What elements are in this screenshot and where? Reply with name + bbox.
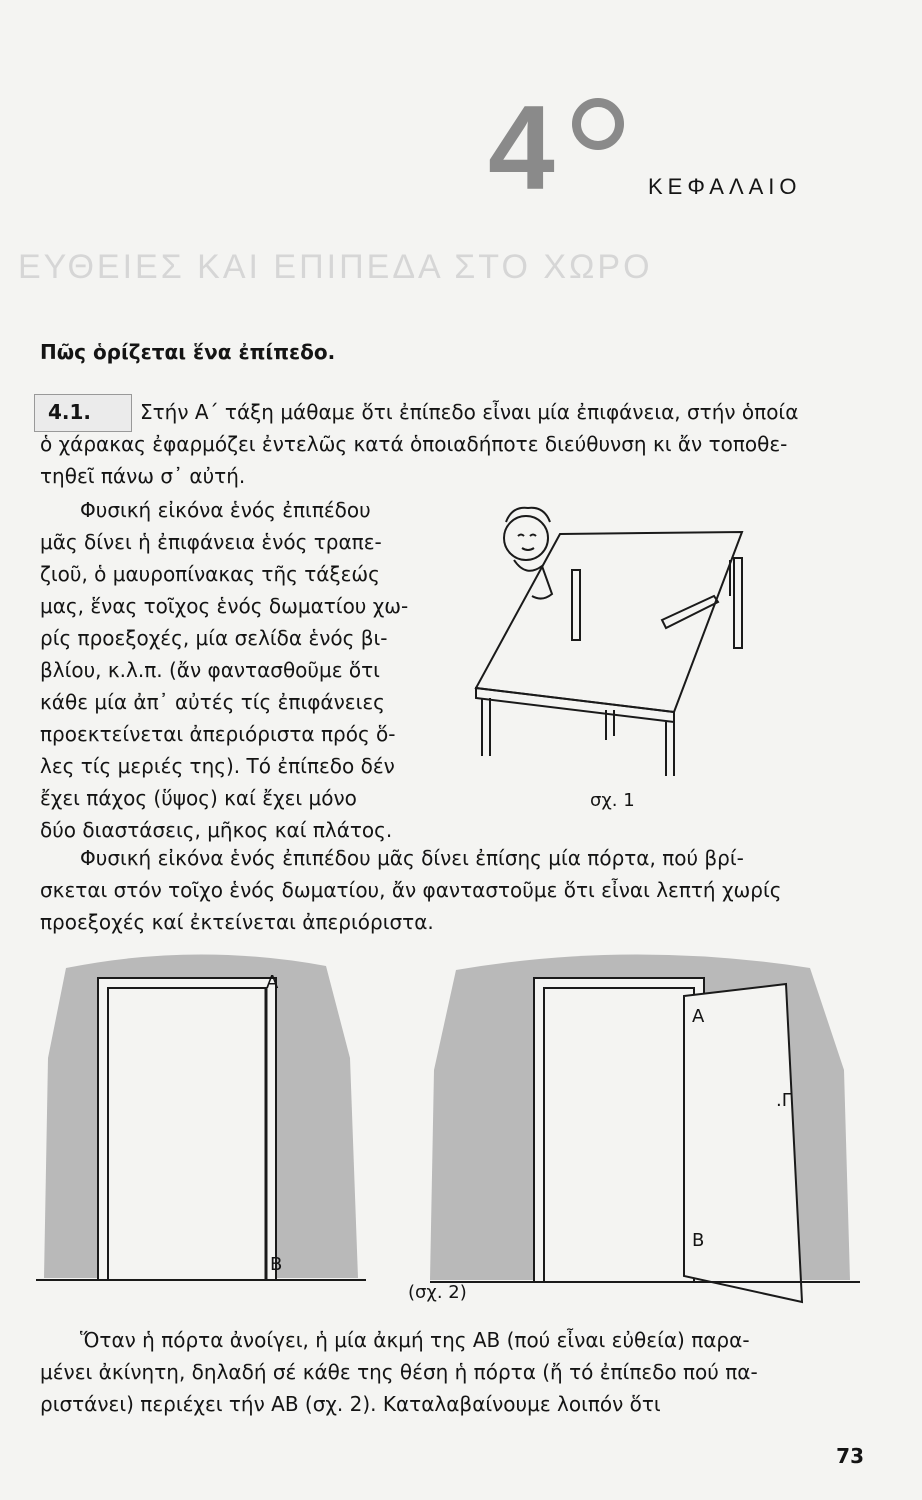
section-heading: Πῶς ὁρίζεται ἕνα ἐπίπεδο. (40, 340, 336, 364)
section-line-3: τηθεῖ πάνω σ᾽ αὐτή. (40, 464, 246, 488)
figure-2-closed-door (36, 948, 366, 1288)
para2-line: βλίου, κ.λ.π. (ἄν φαντασθοῦμε ὅτι (40, 658, 380, 682)
para3-line: σκεται στόν τοῖχο ἑνός δωματίου, ἄν φανταστοῦμε ὅτι εἶναι λεπτή χωρίς (40, 878, 782, 902)
para4-line: ριστάνει) περιέχει τήν ΑΒ (σχ. 2). Καταλαβαίνουμε λοιπόν ὅτι (40, 1392, 661, 1416)
para2-line: ζιοῦ, ὁ μαυροπίνακας τῆς τάξεώς (40, 562, 380, 586)
bleed-through-title: ΕΥΘΕΙΕΣ ΚΑΙ ΕΠΙΠΕΔΑ ΣΤΟ ΧΩΡΟ (18, 248, 653, 286)
fig2-left-label-a: Α (266, 972, 279, 993)
para2-line: ρίς προεξοχές, μία σελίδα ἑνός βι- (40, 626, 388, 650)
para3-line: προεξοχές καί ἐκτείνεται ἀπεριόριστα. (40, 910, 434, 934)
para2-line: προεκτείνεται ἀπεριόριστα πρός ὅ- (40, 722, 396, 746)
para2-line: ἔχει πάχος (ὕψος) καί ἔχει μόνο (40, 786, 357, 810)
figure-2-caption: (σχ. 2) (408, 1282, 467, 1303)
para2-line: Φυσική εἰκόνα ἑνός ἐπιπέδου (80, 498, 371, 522)
chapter-number: 4 (488, 81, 555, 215)
fig2-point-label: .Γ (776, 1090, 792, 1111)
fig2-left-label-b: Β (270, 1254, 283, 1275)
para4-line: Ὅταν ἡ πόρτα ἀνοίγει, ἡ μία ἀκμή της ΑΒ (πού εἶναι εὐθεία) παρα- (80, 1328, 750, 1352)
para2-line: κάθε μία ἀπ᾽ αὐτές τίς ἐπιφάνειες (40, 690, 385, 714)
chapter-number-superscript (572, 98, 624, 150)
chapter-label: ΚΕΦΑΛΑΙΟ (648, 174, 802, 199)
para4-line: μένει ἀκίνητη, δηλαδή σέ κάθε της θέση ἡ πόρτα (ἤ τό ἐπίπεδο πού πα- (40, 1360, 758, 1384)
para2-line: μας, ἕνας τοῖχος ἑνός δωματίου χω- (40, 594, 409, 618)
figure-1-table-illustration (466, 500, 786, 790)
para3-line: Φυσική εἰκόνα ἑνός ἐπιπέδου μᾶς δίνει ἐπίσης μία πόρτα, πού βρί- (80, 846, 744, 870)
fig2-right-label-b: Β (692, 1230, 705, 1251)
fig2-right-label-a: Α (692, 1006, 705, 1027)
figure-1-caption: σχ. 1 (590, 790, 635, 811)
section-line-1: Στήν Α΄ τάξη μάθαμε ὅτι ἐπίπεδο εἶναι μία ἐπιφάνεια, στήν ὁποία (140, 400, 799, 424)
para2-line: λες τίς μεριές της). Τό ἐπίπεδο δέν (40, 754, 395, 778)
section-line-2: ὁ χάρακας ἐφαρμόζει ἐντελῶς κατά ὁποιαδήποτε διεύθυνση κι ἄν τοποθε- (40, 432, 788, 456)
section-number: 4.1. (48, 400, 92, 424)
figure-2-open-door (430, 950, 860, 1310)
page-number: 73 (836, 1444, 864, 1468)
para2-line: μᾶς δίνει ἡ ἐπιφάνεια ἑνός τραπε- (40, 530, 382, 554)
para2-line: δύο διαστάσεις, μῆκος καί πλάτος. (40, 818, 393, 842)
